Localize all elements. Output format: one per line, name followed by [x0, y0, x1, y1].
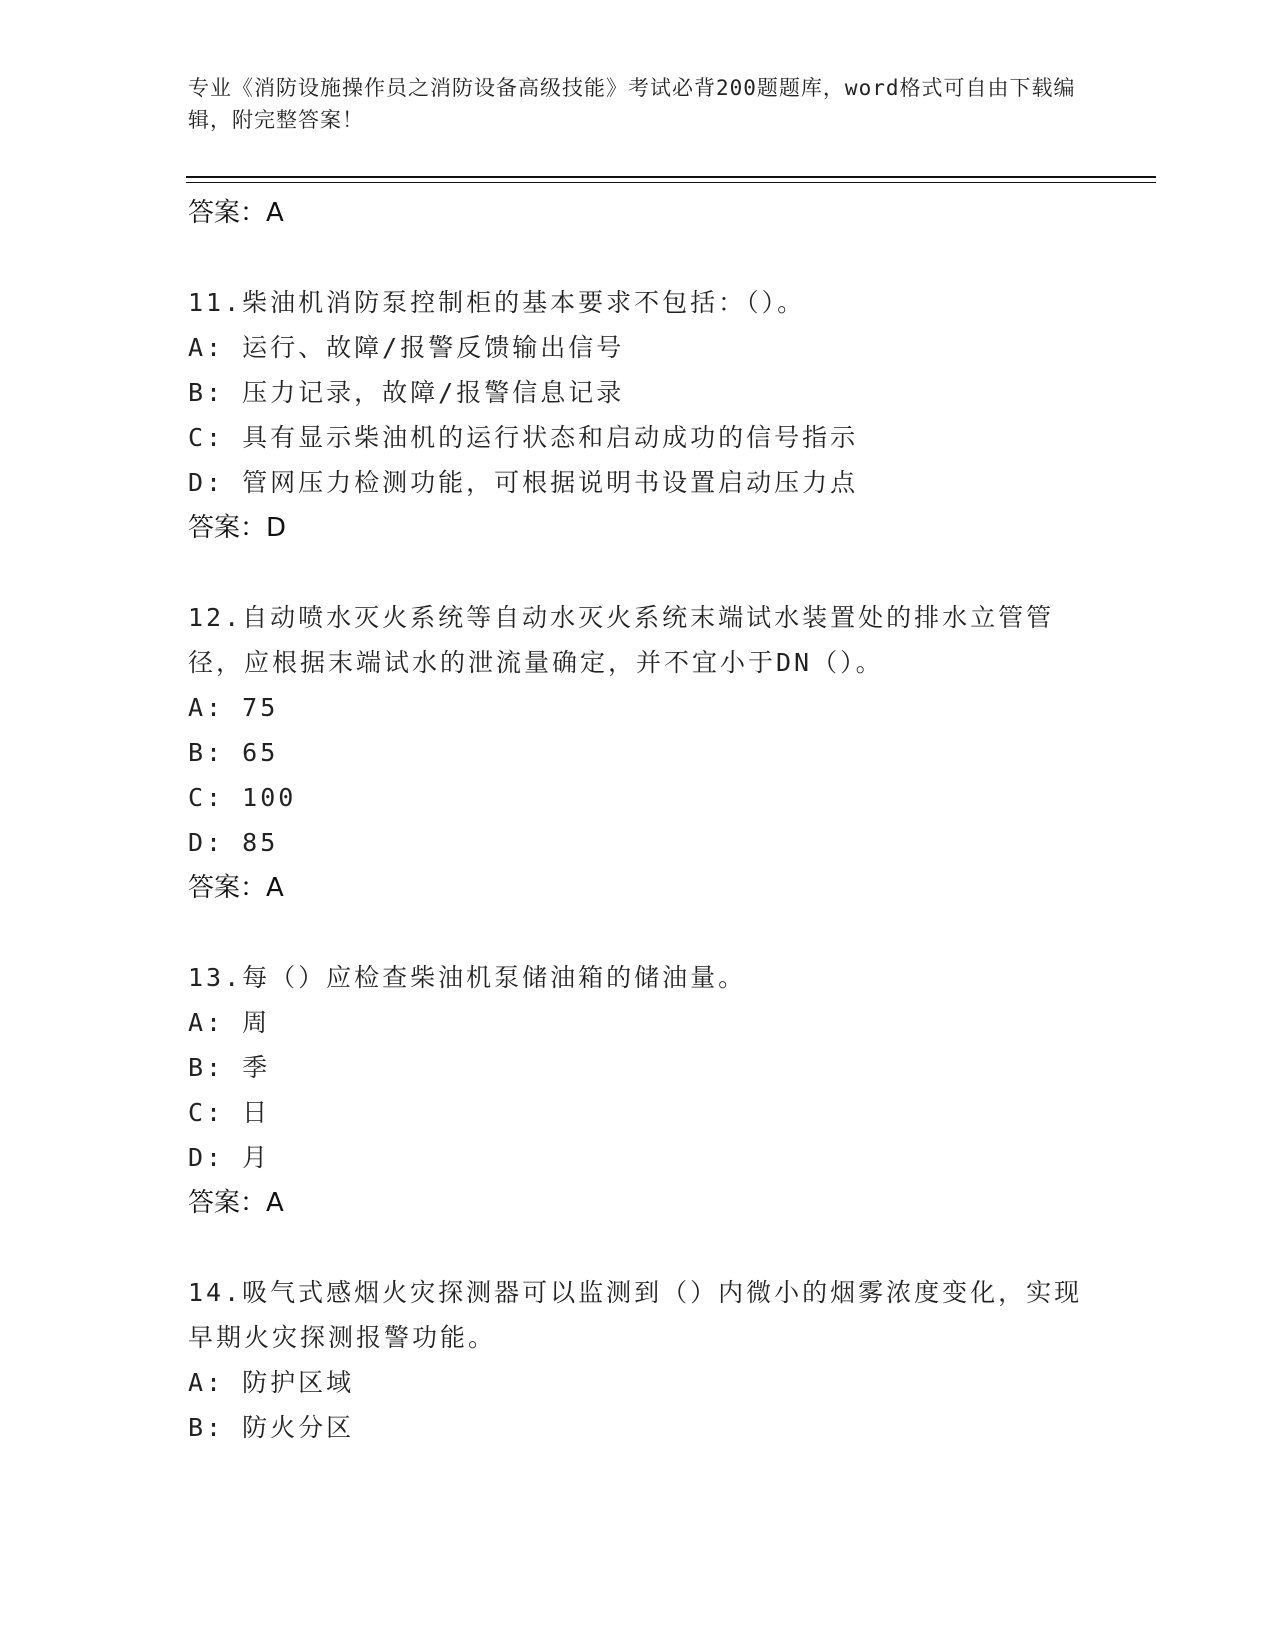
option-a: A: 防护区域	[188, 1368, 355, 1397]
question-12	[188, 595, 1088, 911]
question-14	[188, 1270, 1088, 1450]
question-stem: 自动喷水灭火系统等自动水灭火系统末端试水装置处的排水立管管径，应根据末端试水的泄流量确定，并不宜小于DN（）。	[188, 603, 1055, 677]
option-a: A: 运行、故障/报警反馈输出信号	[188, 333, 625, 362]
option-b: B: 季	[188, 1053, 271, 1082]
question-stem: 柴油机消防泵控制柜的基本要求不包括：（）。	[242, 288, 806, 317]
document-header: 专业《消防设施操作员之消防设备高级技能》考试必背200题题库，word格式可自由下载编辑，附完整答案！	[188, 76, 1076, 132]
answer-label: 答案：	[188, 873, 267, 903]
question-text	[188, 1270, 1088, 1360]
question-stem: 每（）应检查柴油机泵储油箱的储油量。	[242, 963, 747, 992]
answer-label: 答案：	[188, 1188, 267, 1218]
question-number: 12.	[188, 603, 243, 632]
question-13	[188, 955, 1088, 1226]
answer-label: 答案：	[188, 513, 267, 543]
answer-line	[188, 505, 1088, 551]
question-list	[188, 190, 1088, 1450]
option-a: A: 75	[188, 693, 279, 722]
question-number: 13.	[188, 963, 243, 992]
spacer	[188, 236, 1088, 280]
spacer	[188, 1226, 1088, 1270]
question-11	[188, 280, 1088, 551]
question-text	[188, 955, 1088, 1000]
question-stem: 吸气式感烟火灾探测器可以监测到（）内微小的烟雾浓度变化，实现早期火灾探测报警功能。	[188, 1278, 1083, 1352]
question-text	[188, 280, 1088, 325]
answer-line	[188, 190, 1088, 236]
option-b: B: 65	[188, 738, 279, 767]
answer-value: A	[266, 198, 284, 228]
answer-value: A	[266, 873, 284, 903]
answer-line	[188, 865, 1088, 911]
header-divider-thin	[186, 182, 1156, 183]
option-a: A: 周	[188, 1008, 271, 1037]
answer-label: 答案：	[188, 198, 267, 228]
header-divider-thick	[186, 176, 1156, 178]
option-b: B: 防火分区	[188, 1413, 355, 1442]
question-text	[188, 595, 1088, 685]
answer-value: A	[266, 1188, 284, 1218]
option-d: D: 管网压力检测功能，可根据说明书设置启动压力点	[188, 468, 859, 497]
spacer	[188, 551, 1088, 595]
spacer	[188, 911, 1088, 955]
option-d: D: 月	[188, 1143, 271, 1172]
answer-value: D	[266, 513, 287, 543]
question-number: 14.	[188, 1278, 243, 1307]
option-c: C: 具有显示柴油机的运行状态和启动成功的信号指示	[188, 423, 859, 452]
option-b: B: 压力记录，故障/报警信息记录	[188, 378, 625, 407]
question-number: 11.	[188, 288, 243, 317]
option-d: D: 85	[188, 828, 279, 857]
option-c: C: 100	[188, 783, 297, 812]
option-c: C: 日	[188, 1098, 271, 1127]
answer-line	[188, 1180, 1088, 1226]
